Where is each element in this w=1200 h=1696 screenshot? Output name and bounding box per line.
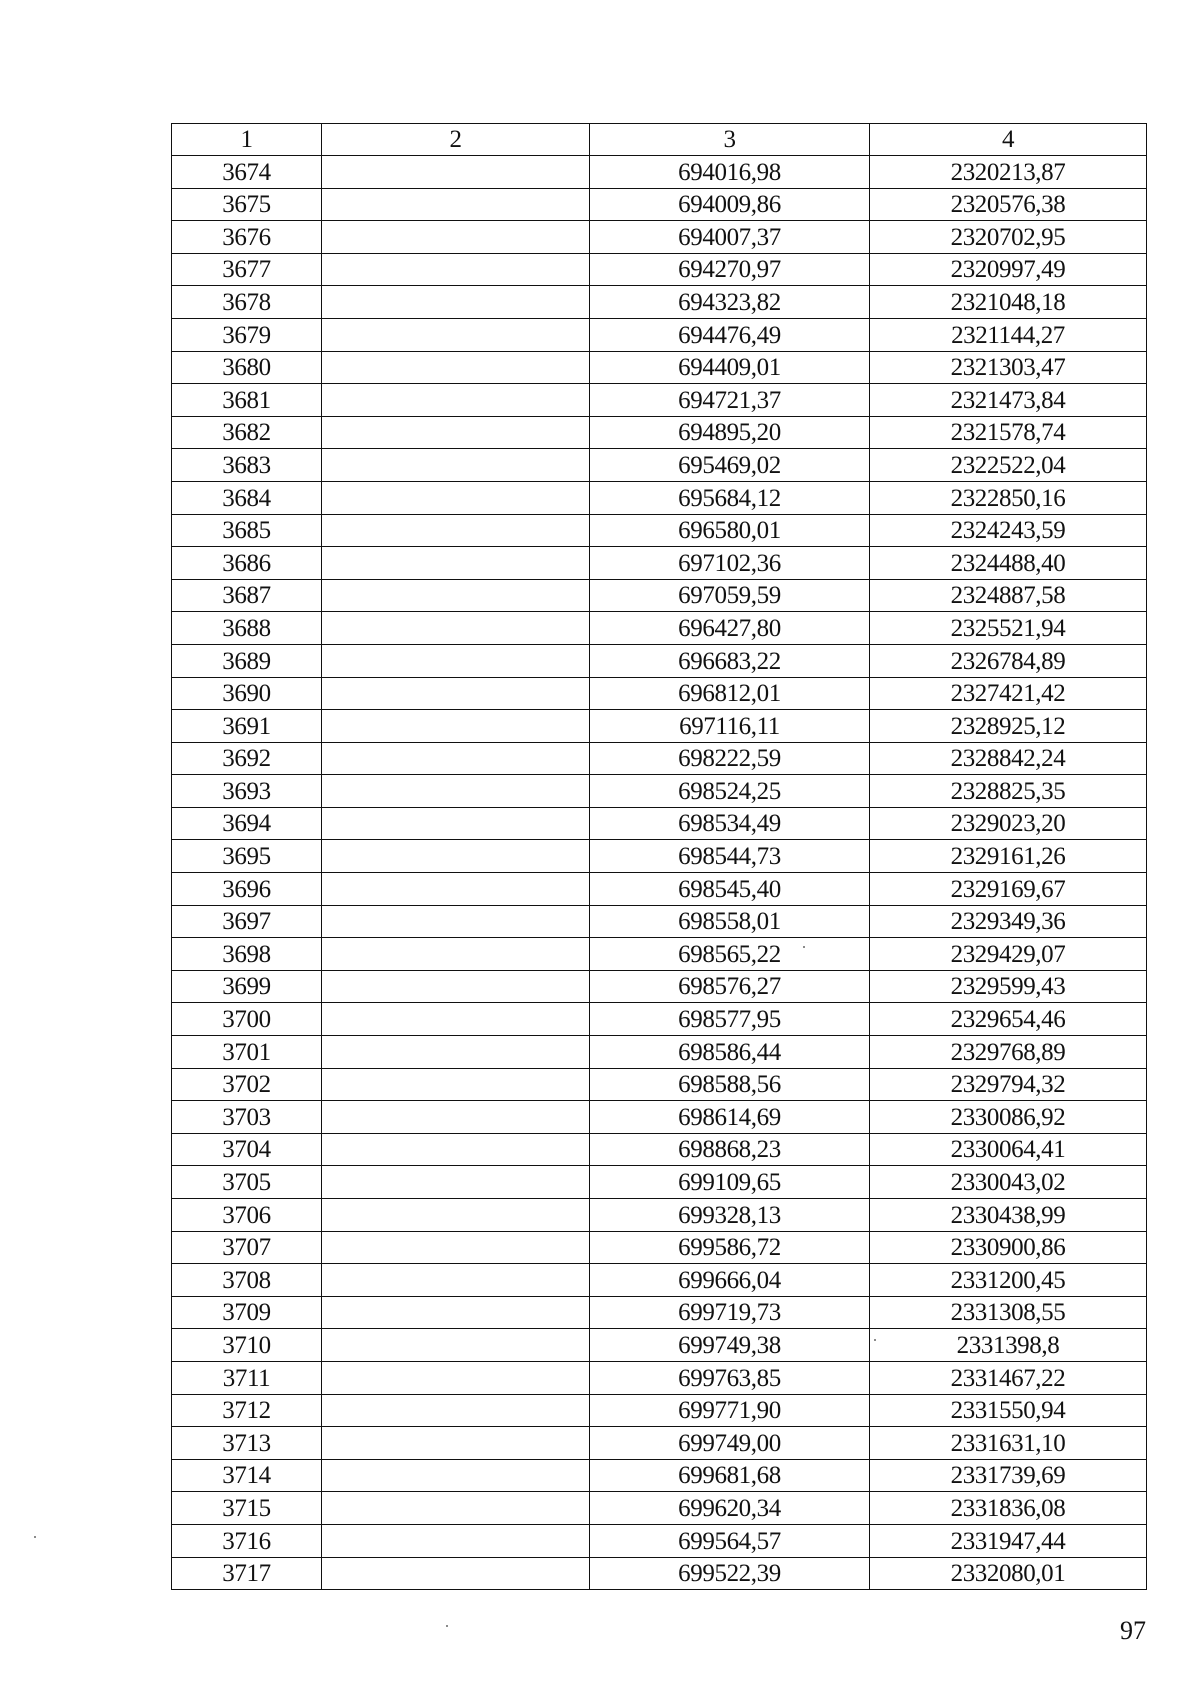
point-number-cell: 3687	[172, 579, 322, 612]
table-body	[172, 156, 1147, 1590]
y-coordinate-cell: 2331947,44	[870, 1524, 1147, 1557]
x-coordinate-cell: 699328,13	[590, 1199, 870, 1232]
table-row	[172, 1394, 1147, 1427]
blank-cell	[322, 384, 590, 417]
table-row	[172, 677, 1147, 710]
point-number-cell: 3712	[172, 1394, 322, 1427]
point-number-cell: 3684	[172, 481, 322, 514]
x-coordinate-cell: 695684,12	[590, 481, 870, 514]
point-number-cell: 3685	[172, 514, 322, 547]
y-coordinate-cell: 2329429,07	[870, 938, 1147, 971]
y-coordinate-cell: 2320213,87	[870, 156, 1147, 189]
point-number-cell: 3681	[172, 384, 322, 417]
y-coordinate-cell: 2331467,22	[870, 1361, 1147, 1394]
scan-speck	[803, 946, 805, 948]
table-row	[172, 449, 1147, 482]
table-row	[172, 1492, 1147, 1525]
y-coordinate-cell: 2328825,35	[870, 775, 1147, 808]
y-coordinate-cell: 2331398,8	[870, 1329, 1147, 1362]
point-number-cell: 3703	[172, 1101, 322, 1134]
y-coordinate-cell: 2325521,94	[870, 612, 1147, 645]
blank-cell	[322, 481, 590, 514]
table-row	[172, 1003, 1147, 1036]
point-number-cell: 3688	[172, 612, 322, 645]
y-coordinate-cell: 2329654,46	[870, 1003, 1147, 1036]
y-coordinate-cell: 2320576,38	[870, 188, 1147, 221]
table-row	[172, 840, 1147, 873]
x-coordinate-cell: 696580,01	[590, 514, 870, 547]
table-row	[172, 1166, 1147, 1199]
x-coordinate-cell: 699620,34	[590, 1492, 870, 1525]
blank-cell	[322, 970, 590, 1003]
blank-cell	[322, 547, 590, 580]
table-row	[172, 318, 1147, 351]
x-coordinate-cell: 694323,82	[590, 286, 870, 319]
blank-cell	[322, 1068, 590, 1101]
blank-cell	[322, 677, 590, 710]
point-number-cell: 3711	[172, 1361, 322, 1394]
blank-cell	[322, 1492, 590, 1525]
point-number-cell: 3689	[172, 644, 322, 677]
point-number-cell: 3702	[172, 1068, 322, 1101]
y-coordinate-cell: 2329599,43	[870, 970, 1147, 1003]
y-coordinate-cell: 2329794,32	[870, 1068, 1147, 1101]
y-coordinate-cell: 2331631,10	[870, 1427, 1147, 1460]
y-coordinate-cell: 2329768,89	[870, 1036, 1147, 1069]
blank-cell	[322, 221, 590, 254]
blank-cell	[322, 840, 590, 873]
table-row	[172, 351, 1147, 384]
x-coordinate-cell: 699749,38	[590, 1329, 870, 1362]
x-coordinate-cell: 698614,69	[590, 1101, 870, 1134]
x-coordinate-cell: 699564,57	[590, 1524, 870, 1557]
x-coordinate-cell: 699771,90	[590, 1394, 870, 1427]
y-coordinate-cell: 2324887,58	[870, 579, 1147, 612]
table-row	[172, 1036, 1147, 1069]
blank-cell	[322, 286, 590, 319]
point-number-cell: 3717	[172, 1557, 322, 1590]
point-number-cell: 3680	[172, 351, 322, 384]
table-row	[172, 1361, 1147, 1394]
point-number-cell: 3692	[172, 742, 322, 775]
y-coordinate-cell: 2320997,49	[870, 253, 1147, 286]
blank-cell	[322, 1459, 590, 1492]
table-row	[172, 384, 1147, 417]
y-coordinate-cell: 2330438,99	[870, 1199, 1147, 1232]
blank-cell	[322, 1557, 590, 1590]
y-coordinate-cell: 2326784,89	[870, 644, 1147, 677]
page-number: 97	[1120, 1616, 1146, 1645]
point-number-cell: 3710	[172, 1329, 322, 1362]
y-coordinate-cell: 2328842,24	[870, 742, 1147, 775]
point-number-cell: 3677	[172, 253, 322, 286]
blank-cell	[322, 742, 590, 775]
point-number-cell: 3675	[172, 188, 322, 221]
y-coordinate-cell: 2322850,16	[870, 481, 1147, 514]
table-row	[172, 579, 1147, 612]
table-row	[172, 1264, 1147, 1297]
blank-cell	[322, 807, 590, 840]
table-row	[172, 286, 1147, 319]
x-coordinate-cell: 698577,95	[590, 1003, 870, 1036]
table-row	[172, 1427, 1147, 1460]
y-coordinate-cell: 2329161,26	[870, 840, 1147, 873]
point-number-cell: 3679	[172, 318, 322, 351]
column-header-2: 2	[322, 124, 590, 156]
blank-cell	[322, 1199, 590, 1232]
blank-cell	[322, 710, 590, 743]
x-coordinate-cell: 696812,01	[590, 677, 870, 710]
table-row	[172, 1231, 1147, 1264]
x-coordinate-cell: 694721,37	[590, 384, 870, 417]
x-coordinate-cell: 696427,80	[590, 612, 870, 645]
y-coordinate-cell: 2328925,12	[870, 710, 1147, 743]
x-coordinate-cell: 697059,59	[590, 579, 870, 612]
blank-cell	[322, 644, 590, 677]
y-coordinate-cell: 2330900,86	[870, 1231, 1147, 1264]
blank-cell	[322, 156, 590, 189]
point-number-cell: 3700	[172, 1003, 322, 1036]
blank-cell	[322, 514, 590, 547]
table-row	[172, 970, 1147, 1003]
x-coordinate-cell: 698534,49	[590, 807, 870, 840]
y-coordinate-cell: 2327421,42	[870, 677, 1147, 710]
point-number-cell: 3676	[172, 221, 322, 254]
blank-cell	[322, 449, 590, 482]
blank-cell	[322, 1133, 590, 1166]
point-number-cell: 3706	[172, 1199, 322, 1232]
y-coordinate-cell: 2331308,55	[870, 1296, 1147, 1329]
x-coordinate-cell: 698586,44	[590, 1036, 870, 1069]
point-number-cell: 3683	[172, 449, 322, 482]
table-row	[172, 938, 1147, 971]
blank-cell	[322, 1394, 590, 1427]
x-coordinate-cell: 698545,40	[590, 873, 870, 906]
y-coordinate-cell: 2324243,59	[870, 514, 1147, 547]
table-row	[172, 1133, 1147, 1166]
point-number-cell: 3686	[172, 547, 322, 580]
y-coordinate-cell: 2322522,04	[870, 449, 1147, 482]
table-row	[172, 547, 1147, 580]
y-coordinate-cell: 2329349,36	[870, 905, 1147, 938]
column-header-1: 1	[172, 124, 322, 156]
y-coordinate-cell: 2331200,45	[870, 1264, 1147, 1297]
y-coordinate-cell: 2329169,67	[870, 873, 1147, 906]
x-coordinate-cell: 699681,68	[590, 1459, 870, 1492]
x-coordinate-cell: 697116,11	[590, 710, 870, 743]
y-coordinate-cell: 2321048,18	[870, 286, 1147, 319]
blank-cell	[322, 1361, 590, 1394]
x-coordinate-cell: 695469,02	[590, 449, 870, 482]
table-row	[172, 1296, 1147, 1329]
table-row	[172, 481, 1147, 514]
point-number-cell: 3716	[172, 1524, 322, 1557]
scan-speck	[34, 1536, 36, 1538]
x-coordinate-cell: 698544,73	[590, 840, 870, 873]
scan-speck	[446, 1625, 448, 1627]
point-number-cell: 3696	[172, 873, 322, 906]
blank-cell	[322, 1427, 590, 1460]
point-number-cell: 3714	[172, 1459, 322, 1492]
point-number-cell: 3694	[172, 807, 322, 840]
x-coordinate-cell: 699666,04	[590, 1264, 870, 1297]
table-row	[172, 644, 1147, 677]
y-coordinate-cell: 2321578,74	[870, 416, 1147, 449]
table-row	[172, 156, 1147, 189]
blank-cell	[322, 1296, 590, 1329]
y-coordinate-cell: 2331550,94	[870, 1394, 1147, 1427]
point-number-cell: 3704	[172, 1133, 322, 1166]
y-coordinate-cell: 2332080,01	[870, 1557, 1147, 1590]
blank-cell	[322, 1101, 590, 1134]
point-number-cell: 3699	[172, 970, 322, 1003]
table-row	[172, 1524, 1147, 1557]
x-coordinate-cell: 699749,00	[590, 1427, 870, 1460]
table-row	[172, 1101, 1147, 1134]
x-coordinate-cell: 699109,65	[590, 1166, 870, 1199]
table-row	[172, 416, 1147, 449]
x-coordinate-cell: 694476,49	[590, 318, 870, 351]
x-coordinate-cell: 698868,23	[590, 1133, 870, 1166]
point-number-cell: 3691	[172, 710, 322, 743]
point-number-cell: 3678	[172, 286, 322, 319]
x-coordinate-cell: 694016,98	[590, 156, 870, 189]
point-number-cell: 3674	[172, 156, 322, 189]
point-number-cell: 3698	[172, 938, 322, 971]
blank-cell	[322, 253, 590, 286]
coordinates-table	[171, 123, 1147, 1590]
x-coordinate-cell: 699719,73	[590, 1296, 870, 1329]
x-coordinate-cell: 698565,22	[590, 938, 870, 971]
point-number-cell: 3697	[172, 905, 322, 938]
y-coordinate-cell: 2330086,92	[870, 1101, 1147, 1134]
table-row	[172, 742, 1147, 775]
table-row	[172, 905, 1147, 938]
point-number-cell: 3695	[172, 840, 322, 873]
point-number-cell: 3713	[172, 1427, 322, 1460]
blank-cell	[322, 775, 590, 808]
blank-cell	[322, 905, 590, 938]
point-number-cell: 3709	[172, 1296, 322, 1329]
y-coordinate-cell: 2330043,02	[870, 1166, 1147, 1199]
column-header-4: 4	[870, 124, 1147, 156]
y-coordinate-cell: 2324488,40	[870, 547, 1147, 580]
blank-cell	[322, 1166, 590, 1199]
x-coordinate-cell: 694270,97	[590, 253, 870, 286]
x-coordinate-cell: 699522,39	[590, 1557, 870, 1590]
blank-cell	[322, 579, 590, 612]
y-coordinate-cell: 2321303,47	[870, 351, 1147, 384]
y-coordinate-cell: 2329023,20	[870, 807, 1147, 840]
y-coordinate-cell: 2331836,08	[870, 1492, 1147, 1525]
y-coordinate-cell: 2331739,69	[870, 1459, 1147, 1492]
x-coordinate-cell: 698576,27	[590, 970, 870, 1003]
point-number-cell: 3705	[172, 1166, 322, 1199]
blank-cell	[322, 1264, 590, 1297]
blank-cell	[322, 1003, 590, 1036]
table-row	[172, 775, 1147, 808]
blank-cell	[322, 873, 590, 906]
table-row	[172, 1329, 1147, 1362]
x-coordinate-cell: 694895,20	[590, 416, 870, 449]
x-coordinate-cell: 699586,72	[590, 1231, 870, 1264]
point-number-cell: 3682	[172, 416, 322, 449]
column-header-3: 3	[590, 124, 870, 156]
table-row	[172, 807, 1147, 840]
point-number-cell: 3693	[172, 775, 322, 808]
x-coordinate-cell: 697102,36	[590, 547, 870, 580]
blank-cell	[322, 188, 590, 221]
table-row	[172, 873, 1147, 906]
point-number-cell: 3708	[172, 1264, 322, 1297]
blank-cell	[322, 416, 590, 449]
table-row	[172, 1199, 1147, 1232]
x-coordinate-cell: 698222,59	[590, 742, 870, 775]
blank-cell	[322, 1231, 590, 1264]
table-header-row	[172, 124, 1147, 156]
table-row	[172, 1068, 1147, 1101]
blank-cell	[322, 938, 590, 971]
table-row	[172, 1459, 1147, 1492]
y-coordinate-cell: 2321473,84	[870, 384, 1147, 417]
x-coordinate-cell: 694009,86	[590, 188, 870, 221]
point-number-cell: 3701	[172, 1036, 322, 1069]
x-coordinate-cell: 694007,37	[590, 221, 870, 254]
table-row	[172, 612, 1147, 645]
table-row	[172, 514, 1147, 547]
x-coordinate-cell: 699763,85	[590, 1361, 870, 1394]
x-coordinate-cell: 698524,25	[590, 775, 870, 808]
x-coordinate-cell: 694409,01	[590, 351, 870, 384]
blank-cell	[322, 1524, 590, 1557]
blank-cell	[322, 318, 590, 351]
blank-cell	[322, 612, 590, 645]
y-coordinate-cell: 2330064,41	[870, 1133, 1147, 1166]
point-number-cell: 3707	[172, 1231, 322, 1264]
y-coordinate-cell: 2320702,95	[870, 221, 1147, 254]
point-number-cell: 3690	[172, 677, 322, 710]
table-row	[172, 188, 1147, 221]
x-coordinate-cell: 698588,56	[590, 1068, 870, 1101]
point-number-cell: 3715	[172, 1492, 322, 1525]
scan-speck	[874, 1339, 876, 1341]
blank-cell	[322, 351, 590, 384]
table-row	[172, 253, 1147, 286]
x-coordinate-cell: 696683,22	[590, 644, 870, 677]
blank-cell	[322, 1329, 590, 1362]
y-coordinate-cell: 2321144,27	[870, 318, 1147, 351]
blank-cell	[322, 1036, 590, 1069]
table-row	[172, 710, 1147, 743]
table-row	[172, 221, 1147, 254]
x-coordinate-cell: 698558,01	[590, 905, 870, 938]
table-row	[172, 1557, 1147, 1590]
